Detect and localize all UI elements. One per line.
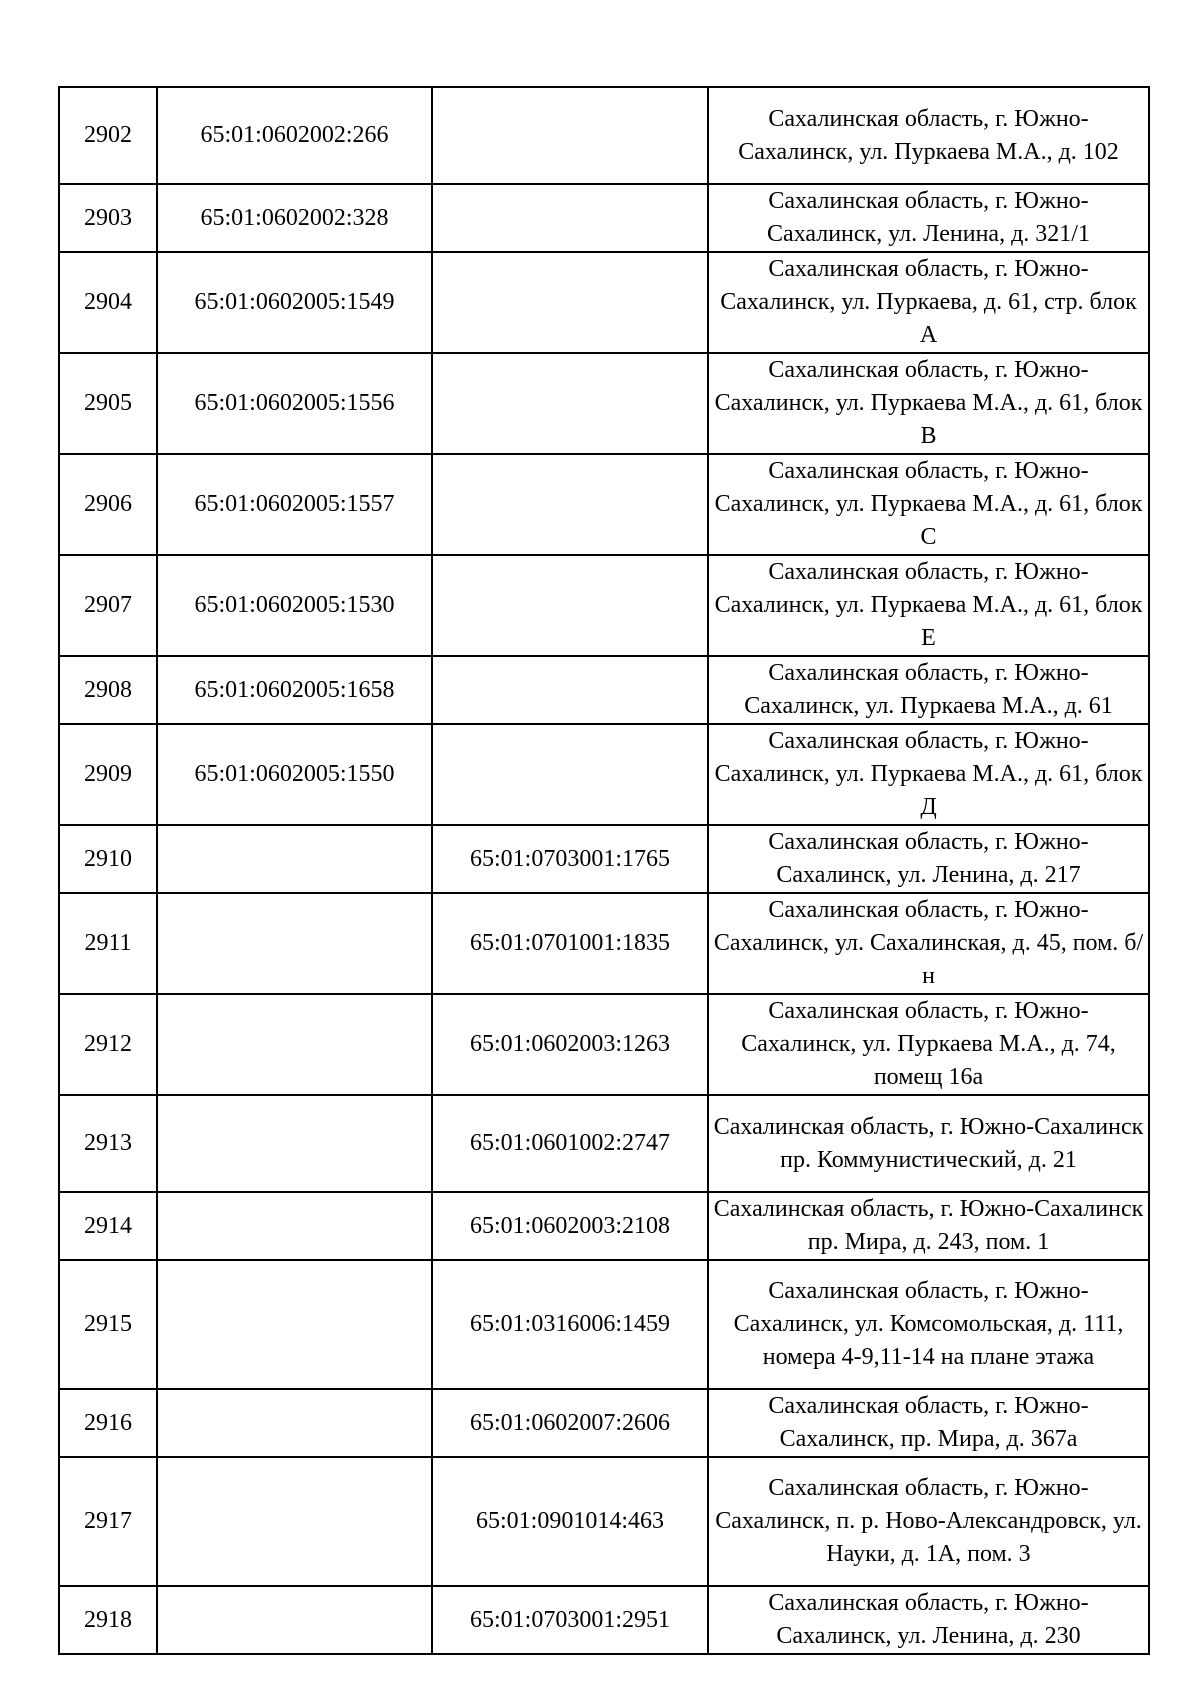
premises-cadastral-number-cell: 65:01:0602003:2108 xyxy=(432,1192,708,1260)
premises-cadastral-number-cell: 65:01:0703001:1765 xyxy=(432,825,708,893)
row-number-cell: 2918 xyxy=(59,1586,157,1654)
table-row xyxy=(59,893,1149,994)
row-number-cell: 2903 xyxy=(59,184,157,252)
premises-cadastral-number-cell: 65:01:0602003:1263 xyxy=(432,994,708,1095)
address-cell: Сахалинская область, г. Южно-Сахалинск, ул. Пуркаева М.А., д. 61, блок Е xyxy=(708,555,1149,656)
cadastral-number-cell xyxy=(157,1457,432,1586)
cadastral-number-cell: 65:01:0602005:1658 xyxy=(157,656,432,724)
table-row xyxy=(59,555,1149,656)
address-cell: Сахалинская область, г. Южно-Сахалинск пр. Мира, д. 243, пом. 1 xyxy=(708,1192,1149,1260)
premises-cadastral-number-cell xyxy=(432,724,708,825)
row-number-cell: 2916 xyxy=(59,1389,157,1457)
table-row xyxy=(59,353,1149,454)
cadastral-number-cell xyxy=(157,1192,432,1260)
premises-cadastral-number-cell: 65:01:0602007:2606 xyxy=(432,1389,708,1457)
premises-cadastral-number-cell: 65:01:0316006:1459 xyxy=(432,1260,708,1389)
table-row xyxy=(59,1586,1149,1654)
premises-cadastral-number-cell: 65:01:0701001:1835 xyxy=(432,893,708,994)
premises-cadastral-number-cell xyxy=(432,87,708,184)
row-number-cell: 2914 xyxy=(59,1192,157,1260)
row-number-cell: 2911 xyxy=(59,893,157,994)
premises-cadastral-number-cell xyxy=(432,353,708,454)
address-cell: Сахалинская область, г. Южно-Сахалинск, ул. Пуркаева М.А., д. 61, блок В xyxy=(708,353,1149,454)
table-row xyxy=(59,1260,1149,1389)
premises-cadastral-number-cell xyxy=(432,656,708,724)
cadastral-number-cell xyxy=(157,994,432,1095)
cadastral-number-cell: 65:01:0602005:1530 xyxy=(157,555,432,656)
row-number-cell: 2909 xyxy=(59,724,157,825)
cadastral-number-cell xyxy=(157,1389,432,1457)
address-cell: Сахалинская область, г. Южно-Сахалинск, ул. Комсомольская, д. 111, номера 4-9,11-14 на плане этажа xyxy=(708,1260,1149,1389)
row-number-cell: 2908 xyxy=(59,656,157,724)
table-row xyxy=(59,724,1149,825)
premises-cadastral-number-cell: 65:01:0601002:2747 xyxy=(432,1095,708,1192)
address-cell: Сахалинская область, г. Южно-Сахалинск, ул. Пуркаева М.А., д. 74, помещ 16а xyxy=(708,994,1149,1095)
address-cell: Сахалинская область, г. Южно-Сахалинск, пр. Мира, д. 367а xyxy=(708,1389,1149,1457)
row-number-cell: 2906 xyxy=(59,454,157,555)
cadastral-number-cell xyxy=(157,1586,432,1654)
table-row xyxy=(59,825,1149,893)
address-cell: Сахалинская область, г. Южно-Сахалинск, ул. Пуркаева, д. 61, стр. блок А xyxy=(708,252,1149,353)
address-cell: Сахалинская область, г. Южно-Сахалинск, ул. Пуркаева М.А., д. 61, блок Д xyxy=(708,724,1149,825)
row-number-cell: 2915 xyxy=(59,1260,157,1389)
cadastral-number-cell xyxy=(157,893,432,994)
row-number-cell: 2904 xyxy=(59,252,157,353)
address-cell: Сахалинская область, г. Южно-Сахалинск пр. Коммунистический, д. 21 xyxy=(708,1095,1149,1192)
address-cell: Сахалинская область, г. Южно-Сахалинск, ул. Пуркаева М.А., д. 61 xyxy=(708,656,1149,724)
table-row xyxy=(59,1192,1149,1260)
row-number-cell: 2917 xyxy=(59,1457,157,1586)
table-row xyxy=(59,252,1149,353)
registry-table xyxy=(58,86,1150,1655)
address-cell: Сахалинская область, г. Южно-Сахалинск, ул. Пуркаева М.А., д. 102 xyxy=(708,87,1149,184)
table-row xyxy=(59,184,1149,252)
row-number-cell: 2912 xyxy=(59,994,157,1095)
table-row xyxy=(59,1389,1149,1457)
address-cell: Сахалинская область, г. Южно-Сахалинск, ул. Сахалинская, д. 45, пом. б/н xyxy=(708,893,1149,994)
table-row xyxy=(59,454,1149,555)
cadastral-number-cell xyxy=(157,825,432,893)
table-row xyxy=(59,1457,1149,1586)
table-row xyxy=(59,994,1149,1095)
cadastral-number-cell: 65:01:0602005:1550 xyxy=(157,724,432,825)
registry-table-body xyxy=(59,87,1149,1654)
cadastral-number-cell: 65:01:0602005:1549 xyxy=(157,252,432,353)
address-cell: Сахалинская область, г. Южно-Сахалинск, ул. Ленина, д. 230 xyxy=(708,1586,1149,1654)
address-cell: Сахалинская область, г. Южно-Сахалинск, ул. Пуркаева М.А., д. 61, блок С xyxy=(708,454,1149,555)
cadastral-number-cell: 65:01:0602002:328 xyxy=(157,184,432,252)
row-number-cell: 2905 xyxy=(59,353,157,454)
row-number-cell: 2913 xyxy=(59,1095,157,1192)
row-number-cell: 2907 xyxy=(59,555,157,656)
premises-cadastral-number-cell xyxy=(432,252,708,353)
premises-cadastral-number-cell xyxy=(432,184,708,252)
address-cell: Сахалинская область, г. Южно-Сахалинск, ул. Ленина, д. 321/1 xyxy=(708,184,1149,252)
table-row xyxy=(59,87,1149,184)
cadastral-number-cell xyxy=(157,1260,432,1389)
table-row xyxy=(59,656,1149,724)
cadastral-number-cell: 65:01:0602005:1556 xyxy=(157,353,432,454)
premises-cadastral-number-cell xyxy=(432,454,708,555)
address-cell: Сахалинская область, г. Южно-Сахалинск, п. р. Ново-Александровск, ул. Науки, д. 1А, пом. 3 xyxy=(708,1457,1149,1586)
cadastral-number-cell xyxy=(157,1095,432,1192)
cadastral-number-cell: 65:01:0602005:1557 xyxy=(157,454,432,555)
address-cell: Сахалинская область, г. Южно-Сахалинск, ул. Ленина, д. 217 xyxy=(708,825,1149,893)
row-number-cell: 2902 xyxy=(59,87,157,184)
premises-cadastral-number-cell: 65:01:0703001:2951 xyxy=(432,1586,708,1654)
cadastral-number-cell: 65:01:0602002:266 xyxy=(157,87,432,184)
premises-cadastral-number-cell: 65:01:0901014:463 xyxy=(432,1457,708,1586)
row-number-cell: 2910 xyxy=(59,825,157,893)
table-row xyxy=(59,1095,1149,1192)
premises-cadastral-number-cell xyxy=(432,555,708,656)
